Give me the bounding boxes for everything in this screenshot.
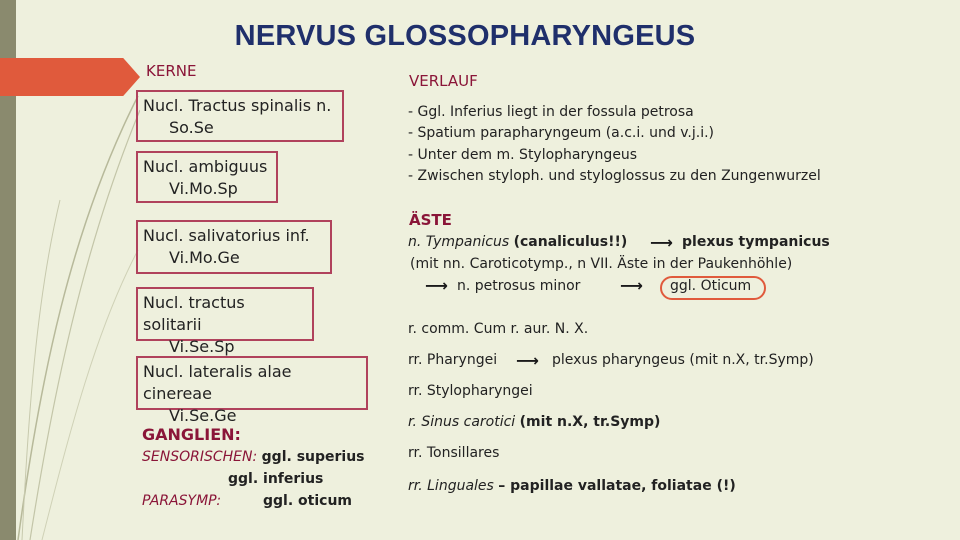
r-comm-line: r. comm. Cum r. aur. N. X. — [408, 321, 589, 337]
nucleus-code: Vi.Se.Sp — [169, 337, 235, 356]
verlauf-line: - Ggl. Inferius liegt in der fossula petrosa — [408, 104, 694, 120]
arrow-right-icon: ⟶ — [425, 276, 448, 295]
plexus-pharyngeus: plexus pharyngeus (mit n.X, tr.Symp) — [552, 352, 814, 368]
plexus-tympanicus: plexus tympanicus — [682, 234, 830, 250]
nucleus-box-salivatorius — [136, 220, 332, 274]
ggl-oticum: ggl. oticum — [263, 493, 352, 509]
ganglien-title: GANGLIEN: — [142, 425, 241, 444]
linguales-line: rr. Linguales – papillae vallatae, foliatae (!) — [408, 478, 736, 494]
red-accent-tab — [0, 58, 140, 96]
caroticotymp-line: (mit nn. Caroticotymp., n VII. Äste in der Paukenhöhle) — [410, 256, 793, 272]
ggl-inferius: ggl. inferius — [228, 471, 324, 487]
nucleus-name: Nucl. lateralis alae cinereae — [143, 362, 292, 403]
nucleus-name: Nucl. ambiguus — [143, 157, 268, 176]
arrow-right-icon: ⟶ — [650, 233, 673, 252]
nucleus-name: Nucl. tractus solitarii — [143, 293, 245, 334]
aeste-label: ÄSTE — [409, 211, 452, 229]
nucleus-code: Vi.Mo.Ge — [169, 248, 240, 267]
ganglien-parasymp-row — [142, 493, 221, 509]
nucleus-code: Vi.Se.Ge — [169, 406, 237, 425]
nucleus-code: So.Se — [169, 118, 214, 137]
ganglien-oticum-row — [263, 493, 352, 509]
nucleus-box-tractus-spinalis — [136, 90, 344, 142]
nucleus-code: Vi.Mo.Sp — [169, 179, 238, 198]
verlauf-line: - Spatium parapharyngeum (a.c.i. und v.j.i.) — [408, 125, 715, 141]
parasymp-label: PARASYMP: — [142, 493, 222, 509]
n-tympanicus: n. Tympanicus — [408, 234, 510, 250]
canaliculus: (canaliculus!!) — [513, 234, 628, 250]
ganglien-inferius-row — [228, 471, 323, 487]
ggl-oticum-branch: ggl. Oticum — [670, 278, 752, 294]
rr-tonsillares: rr. Tonsillares — [408, 445, 500, 461]
kerne-label: KERNE — [146, 62, 197, 80]
arrow-right-icon: ⟶ — [516, 351, 539, 370]
n-petrosus-minor: n. petrosus minor — [457, 278, 581, 294]
nucleus-box-tractus-solitarii — [136, 287, 314, 356]
ggl-superius: ggl. superius — [261, 449, 365, 465]
aeste-tympanicus-line — [408, 232, 627, 252]
arrow-right-icon: ⟶ — [620, 276, 643, 295]
nucleus-name: Nucl. Tractus spinalis n. — [143, 96, 332, 115]
sinus-carotici-line: r. Sinus carotici (mit n.X, tr.Symp) — [408, 414, 661, 430]
ganglien-sensorisch-row — [142, 449, 365, 465]
rr-pharyngei: rr. Pharyngei — [408, 352, 498, 368]
nucleus-box-lateralis-alae — [136, 356, 368, 425]
rr-stylopharyngei: rr. Stylopharyngei — [408, 383, 533, 399]
nucleus-box-ambiguus — [136, 151, 278, 203]
slide-title: NERVUS GLOSSOPHARYNGEUS — [234, 20, 696, 52]
verlauf-line: - Zwischen styloph. und styloglossus zu den Zungenwurzel — [408, 168, 821, 184]
verlauf-label: VERLAUF — [409, 72, 478, 90]
verlauf-line: - Unter dem m. Stylopharyngeus — [408, 147, 638, 163]
nucleus-name: Nucl. salivatorius inf. — [143, 226, 310, 245]
sensorisch-label: SENSORISCHEN: — [142, 449, 258, 465]
